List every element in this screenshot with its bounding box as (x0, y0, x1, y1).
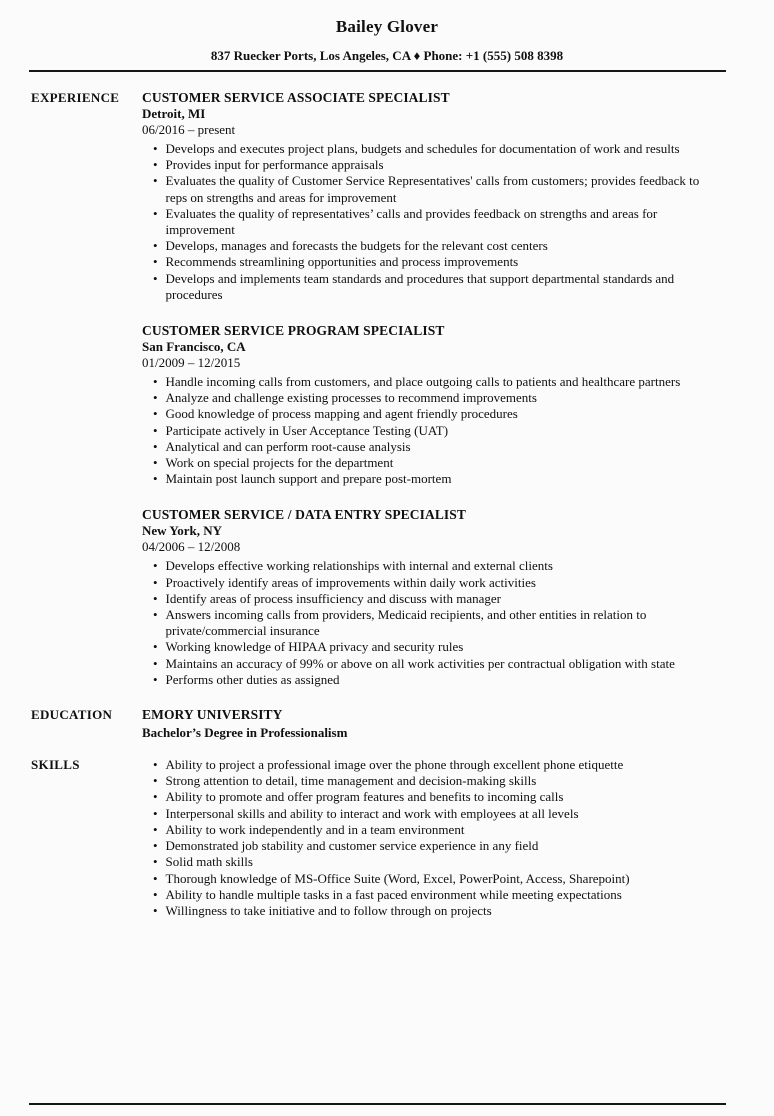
skill-bullet: • Demonstrated job stability and customer service experience in any field (152, 838, 714, 854)
contact-line: 837 Ruecker Ports, Los Angeles, CA ♦ Phone: +1 (555) 508 8398 (210, 48, 564, 63)
education-section (31, 706, 714, 741)
job-bullet: • Recommends streamlining opportunities and process improvements (152, 254, 714, 270)
job-bullet-list (152, 141, 714, 303)
job-bullet: • Develops and executes project plans, budgets and schedules for documentation of work and results (152, 141, 714, 157)
education-label: EDUCATION (31, 707, 113, 723)
footer-divider (29, 1103, 726, 1105)
job-bullet: • Working knowledge of HIPAA privacy and security rules (152, 639, 714, 655)
job-bullet: • Evaluates the quality of Customer Service Representatives' calls from customers; provides feedback to reps on strengths and areas for improvement (152, 173, 714, 205)
skills-bullet-list (152, 757, 714, 919)
job-bullet: • Good knowledge of process mapping and agent friendly procedures (152, 406, 714, 422)
skill-bullet: • Ability to work independently and in a team environment (152, 822, 714, 838)
job-bullet: • Analyze and challenge existing processes to recommend improvements (152, 390, 714, 406)
skill-bullet: • Solid math skills (152, 854, 714, 870)
job-bullet: • Maintain post launch support and prepare post-mortem (152, 471, 714, 487)
job-bullet: • Analytical and can perform root-cause analysis (152, 439, 714, 455)
education-school: EMORY UNIVERSITY (142, 707, 283, 723)
job-location: San Francisco, CA (142, 339, 246, 355)
job-bullet: • Develops effective working relationships with internal and external clients (152, 558, 714, 574)
job-bullet: • Performs other duties as assigned (152, 672, 714, 688)
skill-bullet: • Ability to promote and offer program features and benefits to incoming calls (152, 789, 714, 805)
job-dates: 04/2006 – 12/2008 (142, 539, 241, 555)
job-entry-2 (142, 322, 714, 487)
job-title: CUSTOMER SERVICE PROGRAM SPECIALIST (142, 323, 445, 339)
job-bullet: • Evaluates the quality of representatives’ calls and provides feedback on strengths and areas for improvement (152, 206, 714, 238)
education-content (142, 706, 714, 741)
skill-bullet: • Ability to project a professional image over the phone through excellent phone etiquette (152, 757, 714, 773)
experience-section (31, 89, 714, 688)
skill-bullet: • Willingness to take initiative and to follow through on projects (152, 903, 714, 919)
job-bullet: • Answers incoming calls from providers, Medicaid recipients, and other entities in relation to private/commercial insurance (152, 607, 714, 639)
job-bullet: • Provides input for performance appraisals (152, 157, 714, 173)
resume-body (31, 89, 714, 919)
job-title: CUSTOMER SERVICE / DATA ENTRY SPECIALIST (142, 507, 466, 523)
skills-section (31, 756, 714, 919)
job-location: Detroit, MI (142, 106, 206, 121)
job-dates: 01/2009 – 12/2015 (142, 355, 241, 371)
skill-bullet: • Strong attention to detail, time management and decision-making skills (152, 773, 714, 789)
job-bullet: • Proactively identify areas of improvements within daily work activities (152, 575, 714, 591)
job-bullet: • Develops and implements team standards and procedures that support departmental standards and procedures (152, 271, 714, 303)
job-bullet: • Develops, manages and forecasts the budgets for the relevant cost centers (152, 238, 714, 254)
job-bullet-list (152, 558, 714, 688)
experience-content (142, 89, 714, 688)
skill-bullet: • Ability to handle multiple tasks in a fast paced environment while meeting expectations (152, 887, 714, 903)
header-divider (29, 70, 726, 72)
skill-bullet: • Interpersonal skills and ability to interact and work with employees at all levels (152, 806, 714, 822)
job-bullet: • Work on special projects for the department (152, 455, 714, 471)
job-dates: 06/2016 – present (142, 122, 236, 137)
job-location: New York, NY (142, 523, 223, 539)
experience-label: EXPERIENCE (31, 90, 120, 105)
skill-bullet: • Thorough knowledge of MS-Office Suite (Word, Excel, PowerPoint, Access, Sharepoint) (152, 871, 714, 887)
resume-header (0, 0, 774, 64)
job-bullet-list (152, 374, 714, 487)
job-bullet: • Participate actively in User Acceptance Testing (UAT) (152, 423, 714, 439)
candidate-name: Bailey Glover (335, 17, 439, 36)
job-bullet: • Maintains an accuracy of 99% or above on all work activities per contractual obligation with state (152, 656, 714, 672)
job-entry-1 (142, 89, 714, 303)
education-degree: Bachelor’s Degree in Professionalism (142, 725, 348, 741)
job-bullet: • Handle incoming calls from customers, and place outgoing calls to patients and healthcare partners (152, 374, 714, 390)
skills-label: SKILLS (31, 757, 80, 773)
job-bullet: • Identify areas of process insufficiency and discuss with manager (152, 591, 714, 607)
job-title: CUSTOMER SERVICE ASSOCIATE SPECIALIST (142, 90, 450, 105)
job-entry-3 (142, 506, 714, 688)
skills-content (142, 756, 714, 919)
